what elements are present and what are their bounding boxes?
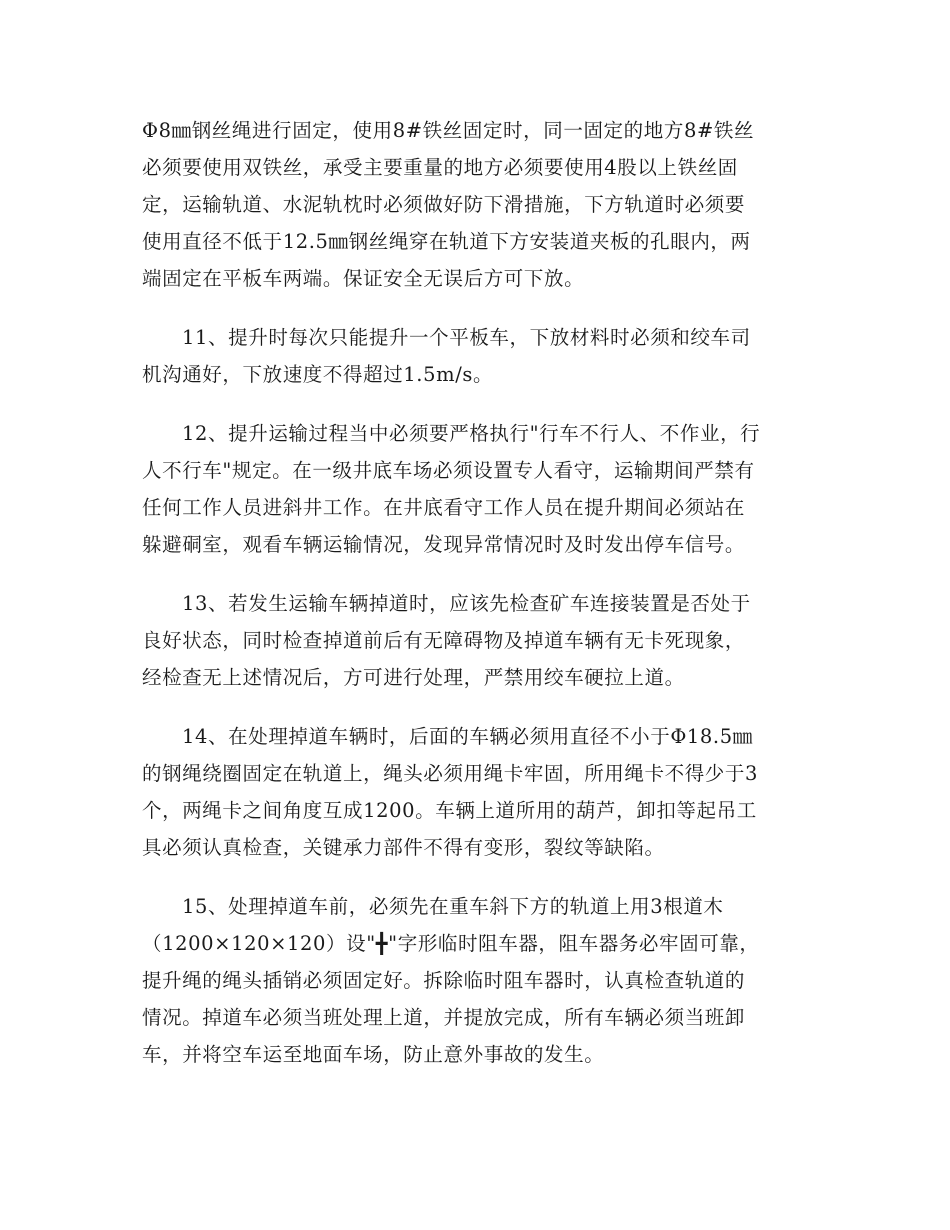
paragraph-14 <box>142 718 810 866</box>
text-line: 15、处理掉道车前，必须先在重车斜下方的轨道上用3根道木 <box>182 895 724 918</box>
text-line: 11、提升时每次只能提升一个平板车，下放材料时必须和绞车司 <box>182 326 751 349</box>
document-body <box>142 112 810 1095</box>
text-line: 任何工作人员进斜井工作。在井底看守工作人员在提升期间必须站在 <box>142 496 746 519</box>
text-line: 良好状态，同时检查掉道前后有无障碍物及掉道车辆有无卡死现象， <box>142 629 746 652</box>
text-line: 必须要使用双铁丝，承受主要重量的地方必须要使用4股以上铁丝固 <box>142 156 738 179</box>
text-line: 经检查无上述情况后，方可进行处理，严禁用绞车硬拉上道。 <box>142 666 685 689</box>
text-line: （1200×120×120）设"╋"字形临时阻车器，阻车器务必牢固可靠， <box>142 932 760 955</box>
text-line: 12、提升运输过程当中必须要严格执行"行车不行人、不作业，行 <box>182 422 761 445</box>
text-line: 情况。掉道车必须当班处理上道，并提放完成，所有车辆必须当班卸 <box>142 1006 746 1029</box>
text-line: 使用直径不低于12.5㎜钢丝绳穿在轨道下方安装道夹板的孔眼内，两 <box>142 230 751 253</box>
text-line: 人不行车"规定。在一级井底车场必须设置专人看守，运输期间严禁有 <box>142 459 755 482</box>
paragraph-continuation <box>142 112 810 297</box>
paragraph-12 <box>142 415 810 563</box>
text-line: 车，并将空车运至地面车场，防止意外事故的发生。 <box>142 1043 605 1066</box>
text-line: 个，两绳卡之间角度互成1200。车辆上道所用的葫芦，卸扣等起吊工 <box>142 799 757 822</box>
text-line: 躲避硐室，观看车辆运输情况，发现异常情况时及时发出停车信号。 <box>142 533 746 556</box>
text-line: 的钢绳绕圈固定在轨道上，绳头必须用绳卡牢固，所用绳卡不得少于3 <box>142 762 759 785</box>
text-line: Φ8㎜钢丝绳进行固定，使用8#铁丝固定时，同一固定的地方8#铁丝 <box>142 119 755 142</box>
text-line: 定，运输轨道、水泥轨枕时必须做好防下滑措施，下方轨道时必须要 <box>142 193 746 216</box>
paragraph-13 <box>142 585 810 696</box>
text-line: 端固定在平板车两端。保证安全无误后方可下放。 <box>142 267 585 290</box>
text-line: 提升绳的绳头插销必须固定好。拆除临时阻车器时，认真检查轨道的 <box>142 969 746 992</box>
text-line: 具必须认真检查，关键承力部件不得有变形，裂纹等缺陷。 <box>142 836 665 859</box>
text-line: 14、在处理掉道车辆时，后面的车辆必须用直径不小于Φ18.5㎜ <box>182 725 753 748</box>
paragraph-15 <box>142 888 810 1073</box>
paragraph-11 <box>142 319 810 393</box>
text-line: 13、若发生运输车辆掉道时，应该先检查矿车连接装置是否处于 <box>182 592 751 615</box>
text-line: 机沟通好，下放速度不得超过1.5m/s。 <box>142 363 494 386</box>
